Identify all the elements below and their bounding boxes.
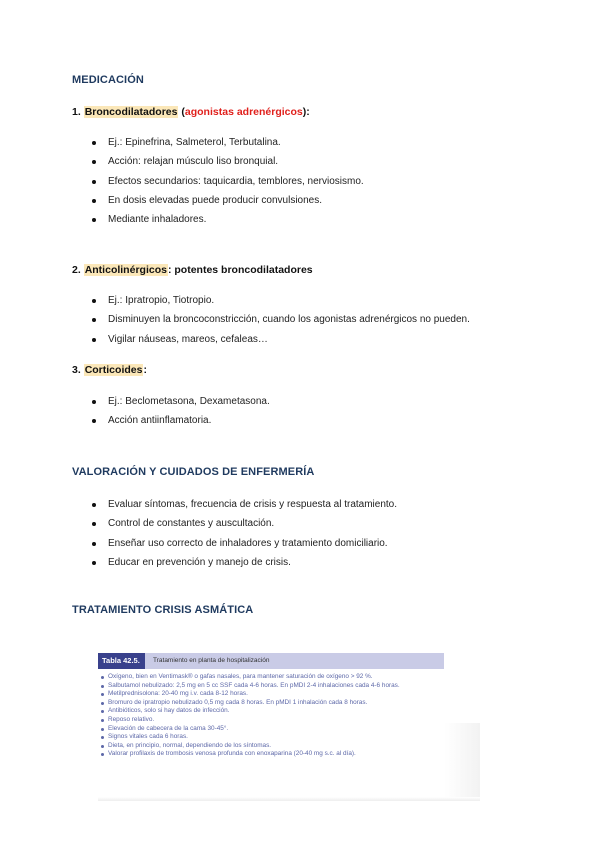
subheading-number: 2.: [72, 264, 84, 276]
section-heading-valoracion: VALORACIÓN Y CUIDADOS DE ENFERMERÍA: [72, 466, 315, 478]
list-item: Educar en prevención y manejo de crisis.: [92, 556, 397, 575]
list-item: Enseñar uso correcto de inhaladores y tratamiento domiciliario.: [92, 537, 397, 556]
bullet-list-valoracion: [92, 498, 397, 575]
list-item: Efectos secundarios: taquicardia, temblores, nerviosismo.: [92, 175, 364, 194]
table-title: Tratamiento en planta de hospitalización: [153, 657, 270, 664]
subheading-anticolinergicos: [72, 264, 313, 276]
paren-close: ):: [302, 106, 310, 118]
paren-open: (: [178, 106, 185, 118]
red-text-agonistas: agonistas adrenérgicos: [184, 106, 303, 118]
list-item: En dosis elevadas puede producir convulsiones.: [92, 194, 364, 213]
image-bottom-shadow: [98, 797, 480, 801]
highlight-broncodilatadores: Broncodilatadores: [84, 106, 178, 118]
list-item: Control de constantes y auscultación.: [92, 517, 397, 536]
list-item: Ej.: Ipratropio, Tiotropio.: [92, 294, 470, 313]
table-row: Signos vitales cada 6 horas.: [100, 733, 446, 742]
list-item: Acción antiinflamatoria.: [92, 414, 270, 433]
table-row: Dieta, en principio, normal, dependiendo de los síntomas.: [100, 742, 446, 751]
section-heading-tratamiento: TRATAMIENTO CRISIS ASMÁTICA: [72, 604, 254, 616]
bullet-list-corticoides: [92, 395, 270, 434]
table-rows: [100, 673, 446, 759]
table-row: Antibióticos, solo si hay datos de infección.: [100, 707, 446, 716]
bullet-list-anticolinergicos: [92, 294, 470, 352]
table-row: Salbutamol nebulizado: 2,5 mg en 5 cc SSF cada 4-6 horas. En pMDI 2-4 inhalaciones cada 4-6 horas.: [100, 682, 446, 691]
list-item: Ej.: Beclometasona, Dexametasona.: [92, 395, 270, 414]
subheading-number: 1.: [72, 106, 84, 118]
subheading-broncodilatadores: [72, 106, 310, 118]
treatment-table-image: [98, 653, 480, 801]
list-item: Ej.: Epinefrina, Salmeterol, Terbutalina.: [92, 136, 364, 155]
list-item: Vigilar náuseas, mareos, cefaleas…: [92, 333, 470, 352]
table-tag: Tabla 42.5.: [98, 653, 145, 669]
subheading-rest: : potentes broncodilatadores: [167, 264, 313, 276]
highlight-corticoides: Corticoides: [84, 364, 143, 376]
table-header: [98, 653, 444, 669]
table-row: Bromuro de ipratropio nebulizado 0,5 mg cada 8 horas. En pMDI 1 inhalación cada 8 horas.: [100, 699, 446, 708]
list-item: Mediante inhaladores.: [92, 213, 364, 232]
table-row: Reposo relativo.: [100, 716, 446, 725]
table-row: Oxígeno, bien en Ventimask® o gafas nasales, para mantener saturación de oxígeno > 92 %.: [100, 673, 446, 682]
highlight-anticolinergicos: Anticolinérgicos: [84, 264, 167, 276]
image-edge-shadow: [444, 723, 480, 801]
list-item: Acción: relajan músculo liso bronquial.: [92, 155, 364, 174]
bullet-list-broncodilatadores: [92, 136, 364, 232]
subheading-rest: :: [143, 364, 147, 376]
table-row: Valorar profilaxis de trombosis venosa profunda con enoxaparina (20-40 mg s.c. al día).: [100, 750, 446, 759]
list-item: Evaluar síntomas, frecuencia de crisis y respuesta al tratamiento.: [92, 498, 397, 517]
table-row: Elevación de cabecera de la cama 30-45°.: [100, 725, 446, 734]
list-item: Disminuyen la broncoconstricción, cuando los agonistas adrenérgicos no pueden.: [92, 313, 470, 332]
subheading-number: 3.: [72, 364, 84, 376]
table-row: Metilprednisolona: 20-40 mg i.v. cada 8-12 horas.: [100, 690, 446, 699]
subheading-corticoides: [72, 364, 147, 376]
section-heading-medicacion: MEDICACIÓN: [72, 74, 144, 86]
